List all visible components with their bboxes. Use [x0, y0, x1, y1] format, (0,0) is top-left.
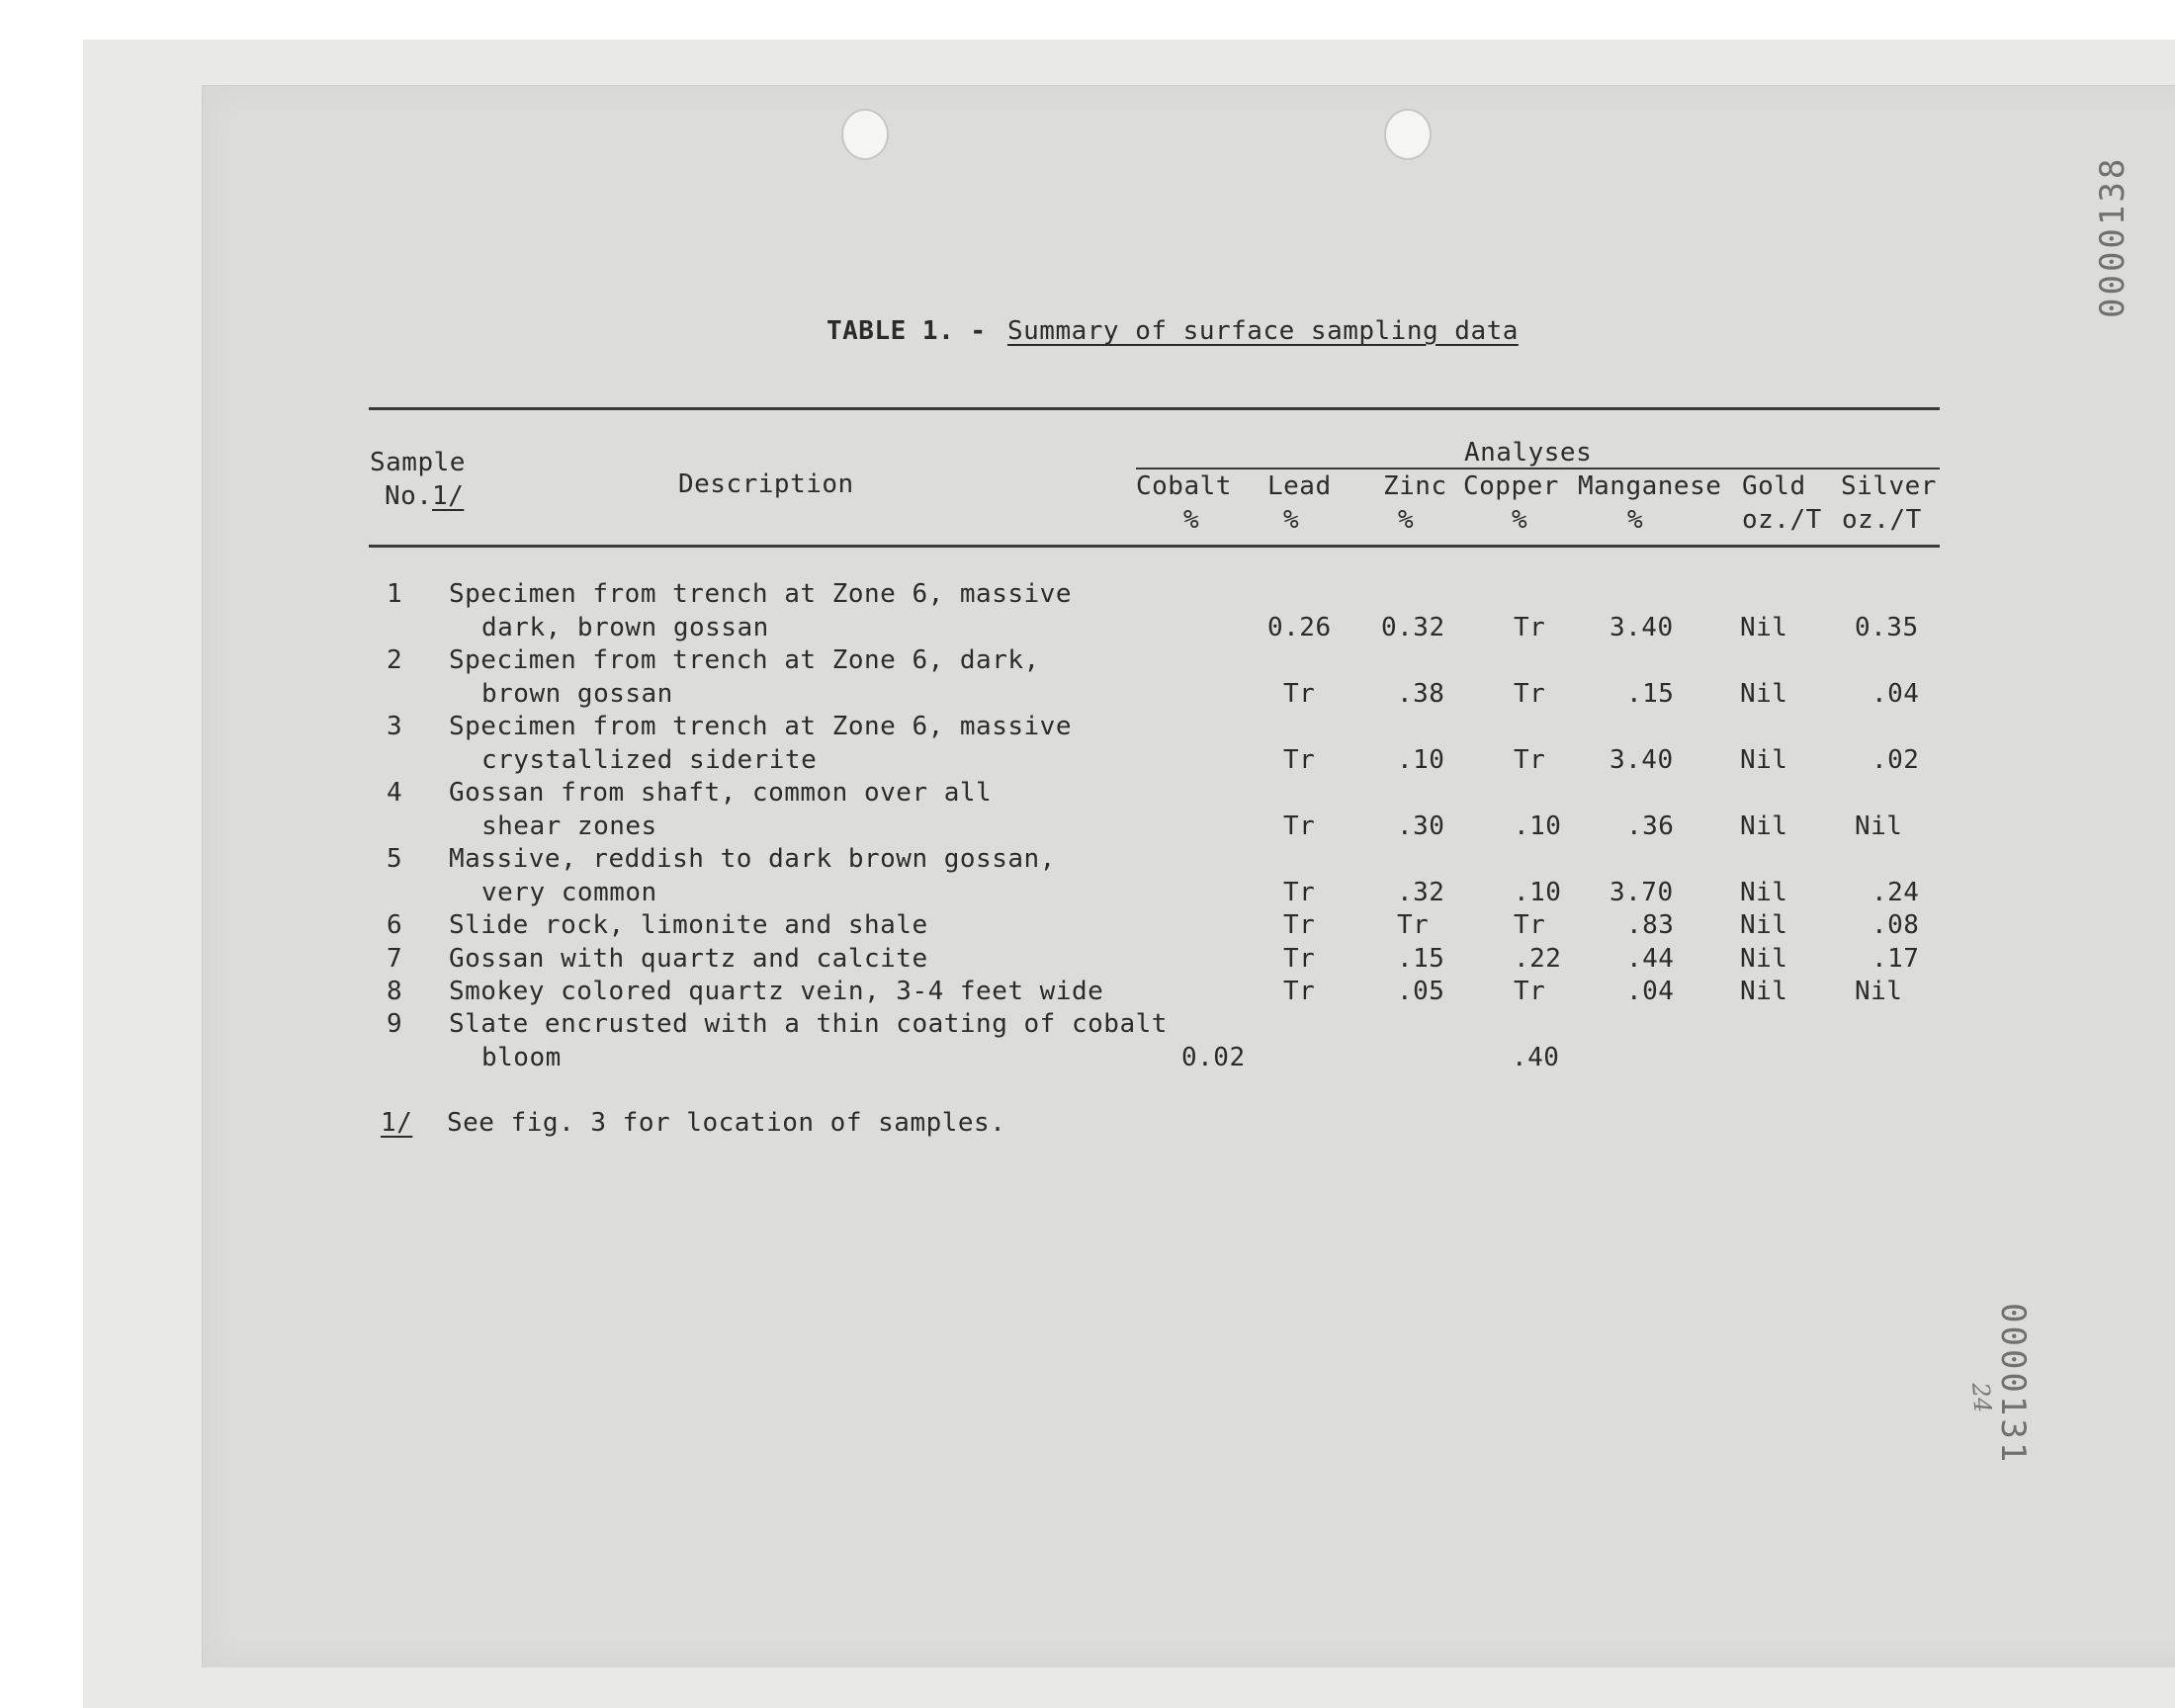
cell-description: Smokey colored quartz vein, 3-4 feet wide [449, 977, 1104, 1006]
cell-sample-no: 2 [387, 645, 403, 675]
cell-silver: Nil [1855, 977, 1903, 1006]
cell-lead: 0.26 [1267, 613, 1332, 642]
header-lead: Lead [1267, 471, 1332, 501]
cell-copper: .40 [1512, 1043, 1560, 1072]
cell-lead: Tr [1283, 679, 1316, 709]
header-bottom-rule [369, 545, 1940, 548]
cell-gold: Nil [1740, 910, 1788, 940]
scanned-paper [83, 40, 2175, 1708]
cell-description-cont: brown gossan [481, 679, 673, 709]
cell-lead: Tr [1283, 745, 1316, 775]
cell-copper: .10 [1514, 811, 1562, 841]
cell-zinc: .32 [1397, 878, 1445, 907]
cell-sample-no: 1 [387, 579, 403, 609]
analyses-rule [1136, 468, 1940, 470]
cell-zinc: .38 [1397, 679, 1445, 709]
cell-sample-no: 8 [387, 977, 403, 1006]
cell-zinc: .10 [1397, 745, 1445, 775]
punch-hole-right [1384, 109, 1432, 160]
cell-lead: Tr [1283, 811, 1316, 841]
cell-silver: Nil [1855, 811, 1903, 841]
header-zinc: Zinc [1383, 471, 1447, 501]
cell-copper: Tr [1514, 679, 1546, 709]
cell-gold: Nil [1740, 613, 1788, 642]
cell-sample-no: 5 [387, 844, 403, 874]
header-cobalt-unit: % [1183, 505, 1200, 535]
cell-lead: Tr [1283, 910, 1316, 940]
cell-sample-no: 7 [387, 944, 403, 974]
cell-manganese: .36 [1626, 811, 1675, 841]
cell-gold: Nil [1740, 679, 1788, 709]
header-analyses: Analyses [1464, 438, 1593, 468]
margin-number-top: 0000138 [2093, 155, 2132, 318]
header-description: Description [678, 470, 854, 499]
cell-copper: .22 [1514, 944, 1562, 974]
header-lead-unit: % [1283, 505, 1300, 535]
cell-description-cont: bloom [481, 1043, 562, 1072]
cell-silver: .02 [1871, 745, 1920, 775]
handwritten-page-number: 24 [1965, 1381, 1997, 1414]
cell-sample-no: 6 [387, 910, 403, 940]
cell-silver: .04 [1871, 679, 1920, 709]
cell-cobalt: 0.02 [1181, 1043, 1246, 1072]
cell-copper: Tr [1514, 613, 1546, 642]
header-silver-unit: oz./T [1842, 505, 1922, 535]
cell-copper: Tr [1514, 745, 1546, 775]
cell-description: Specimen from trench at Zone 6, massive [449, 712, 1072, 741]
cell-manganese: .83 [1626, 910, 1675, 940]
header-manganese-unit: % [1627, 505, 1644, 535]
cell-lead: Tr [1283, 944, 1316, 974]
cell-description-cont: very common [481, 878, 657, 907]
cell-manganese: .04 [1626, 977, 1675, 1006]
cell-description: Slate encrusted with a thin coating of cobalt [449, 1009, 1168, 1039]
cell-sample-no: 9 [387, 1009, 403, 1039]
cell-zinc: 0.32 [1381, 613, 1445, 642]
header-copper: Copper [1463, 471, 1559, 501]
cell-gold: Nil [1740, 878, 1788, 907]
cell-description: Specimen from trench at Zone 6, massive [449, 579, 1072, 609]
cell-lead: Tr [1283, 977, 1316, 1006]
cell-manganese: 3.40 [1610, 613, 1674, 642]
cell-gold: Nil [1740, 811, 1788, 841]
cell-manganese: 3.70 [1610, 878, 1674, 907]
table-top-rule [369, 407, 1940, 410]
cell-gold: Nil [1740, 944, 1788, 974]
header-sample-no: No. [385, 481, 433, 511]
cell-description: Specimen from trench at Zone 6, dark, [449, 645, 1040, 675]
cell-gold: Nil [1740, 977, 1788, 1006]
cell-manganese: 3.40 [1610, 745, 1674, 775]
cell-gold: Nil [1740, 745, 1788, 775]
cell-description-cont: dark, brown gossan [481, 613, 769, 642]
cell-sample-no: 4 [387, 778, 403, 808]
cell-copper: Tr [1514, 910, 1546, 940]
cell-description: Gossan with quartz and calcite [449, 944, 928, 974]
footnote-mark: 1/ [381, 1108, 413, 1138]
cell-description: Slide rock, limonite and shale [449, 910, 928, 940]
cell-silver: 0.35 [1855, 613, 1919, 642]
header-zinc-unit: % [1398, 505, 1415, 535]
header-gold: Gold [1742, 471, 1806, 501]
cell-manganese: .44 [1626, 944, 1675, 974]
table-title-text: Summary of surface sampling data [1007, 316, 1519, 346]
cell-copper: .10 [1514, 878, 1562, 907]
cell-zinc: .15 [1397, 944, 1445, 974]
cell-manganese: .15 [1626, 679, 1675, 709]
cell-zinc: .30 [1397, 811, 1445, 841]
header-gold-unit: oz./T [1742, 505, 1822, 535]
cell-description-cont: shear zones [481, 811, 657, 841]
cell-zinc: .05 [1397, 977, 1445, 1006]
header-sample: Sample [370, 448, 466, 477]
cell-silver: .24 [1871, 878, 1920, 907]
header-sample-footnote-mark: 1/ [432, 481, 465, 511]
cell-description: Gossan from shaft, common over all [449, 778, 993, 808]
header-manganese: Manganese [1578, 471, 1722, 501]
cell-silver: .17 [1871, 944, 1920, 974]
page-left-margin [0, 0, 83, 1708]
cell-copper: Tr [1514, 977, 1546, 1006]
header-copper-unit: % [1512, 505, 1528, 535]
table-title-prefix: TABLE 1. - [826, 316, 1002, 346]
header-cobalt: Cobalt [1136, 471, 1232, 501]
cell-zinc: Tr [1397, 910, 1430, 940]
cell-lead: Tr [1283, 878, 1316, 907]
cell-silver: .08 [1871, 910, 1920, 940]
punch-hole-left [841, 109, 889, 160]
header-silver: Silver [1841, 471, 1937, 501]
footnote-text: See fig. 3 for location of samples. [447, 1108, 1006, 1138]
margin-number-bottom: 0000131 [1993, 1303, 2033, 1466]
cell-description: Massive, reddish to dark brown gossan, [449, 844, 1056, 874]
cell-description-cont: crystallized siderite [481, 745, 818, 775]
cell-sample-no: 3 [387, 712, 403, 741]
